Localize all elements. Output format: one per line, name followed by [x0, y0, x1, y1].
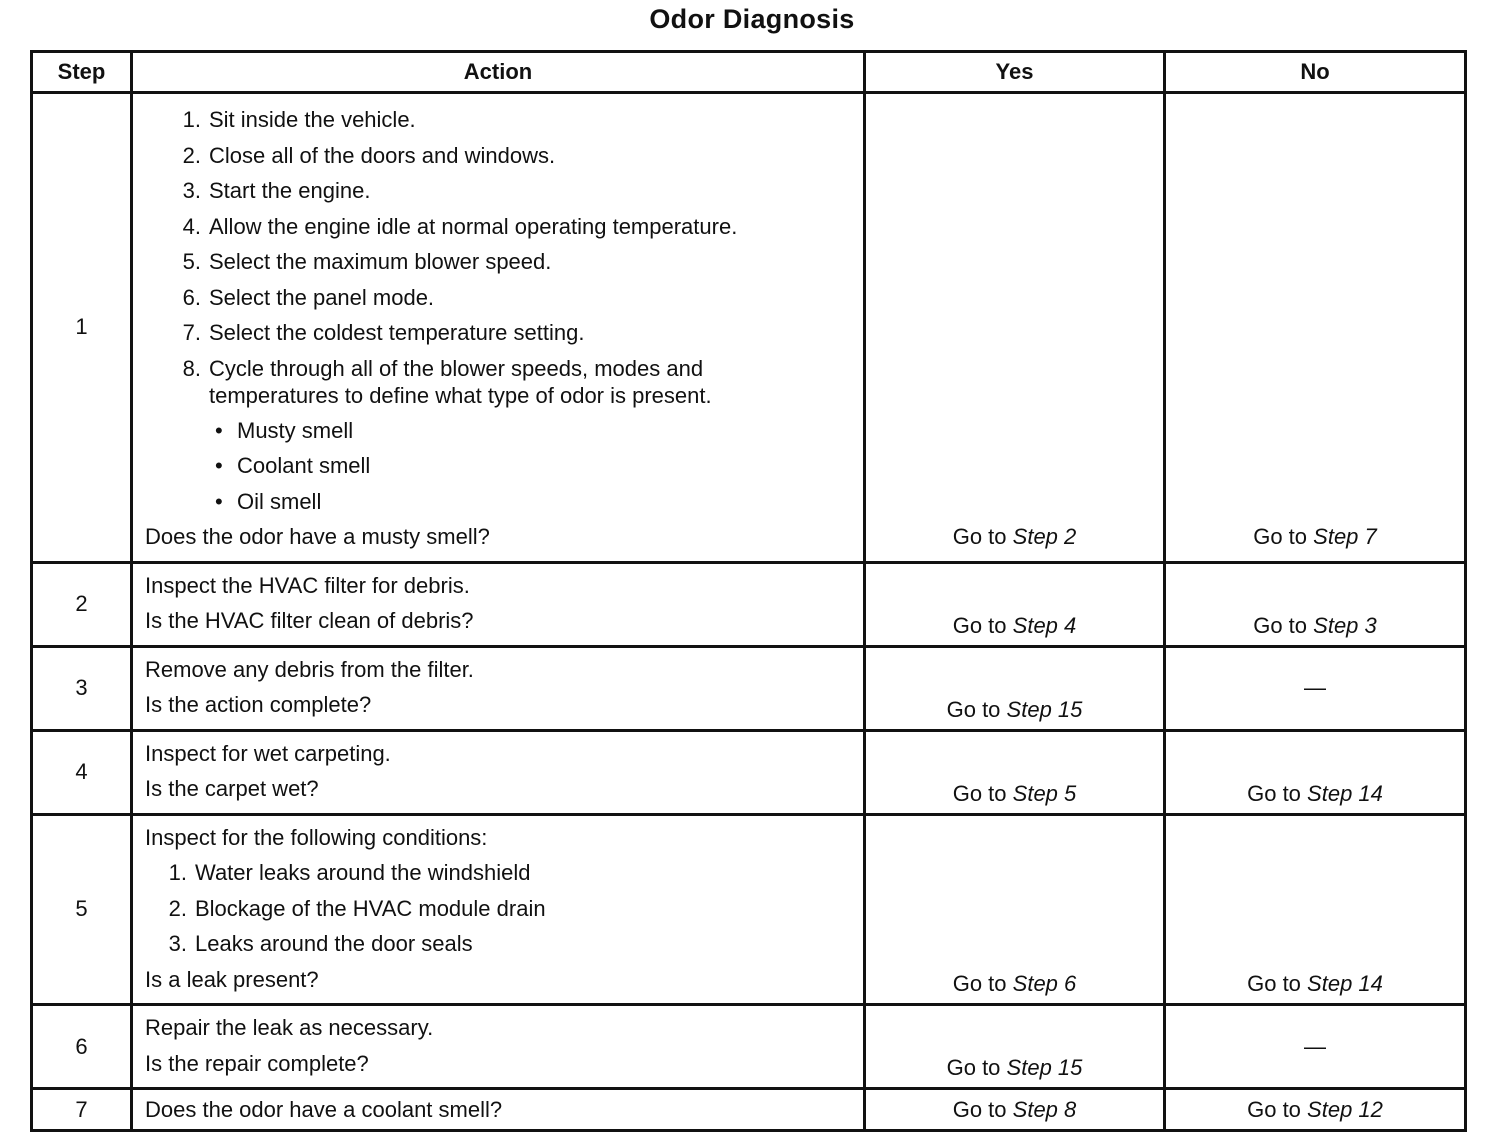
no-cell: Go to Step 14 [1165, 730, 1466, 814]
no-cell: Go to Step 3 [1165, 562, 1466, 646]
step-reference: Step 2 [1012, 524, 1077, 549]
conditions-list [145, 855, 851, 962]
odor-type-list [145, 413, 851, 520]
question-text: Does the odor have a coolant smell? [145, 1096, 503, 1122]
yes-cell: Go to Step 4 [865, 562, 1165, 646]
table-row [32, 1089, 1466, 1131]
step-number: 5 [32, 814, 132, 1005]
step-number: 7 [32, 1089, 132, 1131]
no-cell: Go to Step 7 [1165, 93, 1466, 563]
header-step: Step [32, 52, 132, 93]
list-item: 7. Select the coldest temperature setting. [182, 320, 585, 345]
action-text: Remove any debris from the filter. [145, 656, 474, 682]
table-row [32, 730, 1466, 814]
no-cell: — [1165, 646, 1466, 730]
list-item: • Musty smell [215, 417, 354, 443]
list-item: 1. Water leaks around the windshield [168, 860, 531, 885]
page-title: Odor Diagnosis [649, 4, 855, 34]
action-cell [132, 562, 865, 646]
list-item: • Oil smell [215, 488, 322, 514]
table-row [32, 1005, 1466, 1089]
yes-cell: Go to Step 5 [865, 730, 1165, 814]
step-reference: Step 8 [1012, 1096, 1077, 1122]
step-number: 3 [32, 646, 132, 730]
list-item: 4. Allow the engine idle at normal operating temperature. [182, 213, 738, 239]
step-reference: Step 14 [1307, 780, 1383, 806]
action-cell [132, 646, 865, 730]
header-action: Action [132, 52, 865, 93]
list-item: 8. Cycle through all of the blower speeds, modes and temperatures to define what type of odor is present. [182, 355, 712, 408]
action-cell [132, 1089, 865, 1131]
question-text: Does the odor have a musty smell? [145, 524, 490, 549]
yes-cell: Go to Step 6 [865, 814, 1165, 1005]
list-item: 2. Close all of the doors and windows. [182, 142, 556, 168]
diagnosis-table [30, 50, 1467, 1132]
list-item: • Coolant smell [215, 453, 371, 478]
step-reference: Step 4 [1012, 612, 1077, 638]
step-number: 1 [32, 93, 132, 563]
step-reference: Step 7 [1313, 524, 1377, 549]
step-reference: Step 14 [1307, 971, 1383, 996]
list-item: 1. Sit inside the vehicle. [182, 107, 416, 132]
step-reference: Step 15 [1006, 1055, 1083, 1080]
list-item: 5. Select the maximum blower speed. [182, 249, 552, 274]
question-text: Is the repair complete? [145, 1050, 369, 1076]
action-cell [132, 730, 865, 814]
action-text: Inspect for the following conditions: [145, 824, 488, 850]
step-reference: Step 6 [1012, 971, 1077, 996]
no-cell: — [1165, 1005, 1466, 1089]
action-text: Inspect for wet carpeting. [145, 740, 391, 766]
question-text: Is the HVAC filter clean of debris? [145, 608, 474, 633]
list-item: 3. Leaks around the door seals [168, 931, 473, 956]
step-reference: Step 3 [1313, 612, 1377, 638]
no-cell: Go to Step 14 [1165, 814, 1466, 1005]
question-text: Is the carpet wet? [145, 776, 319, 801]
yes-cell: Go to Step 15 [865, 1005, 1165, 1089]
header-no: No [1165, 52, 1466, 93]
step-number: 4 [32, 730, 132, 814]
step-reference: Step 5 [1012, 780, 1077, 806]
action-text: Inspect the HVAC filter for debris. [145, 572, 470, 598]
list-item: 6. Select the panel mode. [182, 284, 435, 310]
list-item: 2. Blockage of the HVAC module drain [168, 895, 546, 921]
table-row [32, 646, 1466, 730]
question-text: Is the action complete? [145, 692, 372, 717]
question-text: Is a leak present? [145, 966, 319, 992]
step-reference: Step 15 [1006, 696, 1083, 722]
action-cell [132, 1005, 865, 1089]
yes-cell: Go to Step 8 [865, 1089, 1165, 1131]
action-cell [132, 93, 865, 563]
action-cell [132, 814, 865, 1005]
table-row [32, 562, 1466, 646]
header-yes: Yes [865, 52, 1165, 93]
step-reference: Step 12 [1307, 1096, 1383, 1122]
step-number: 6 [32, 1005, 132, 1089]
yes-cell: Go to Step 15 [865, 646, 1165, 730]
table-row [32, 93, 1466, 563]
action-steps-list [145, 102, 851, 413]
action-text: Repair the leak as necessary. [145, 1015, 434, 1040]
step-number: 2 [32, 562, 132, 646]
header-row [32, 52, 1466, 93]
list-item: 3. Start the engine. [182, 178, 371, 203]
no-cell: Go to Step 12 [1165, 1089, 1466, 1131]
table-row [32, 814, 1466, 1005]
yes-cell: Go to Step 2 [865, 93, 1165, 563]
